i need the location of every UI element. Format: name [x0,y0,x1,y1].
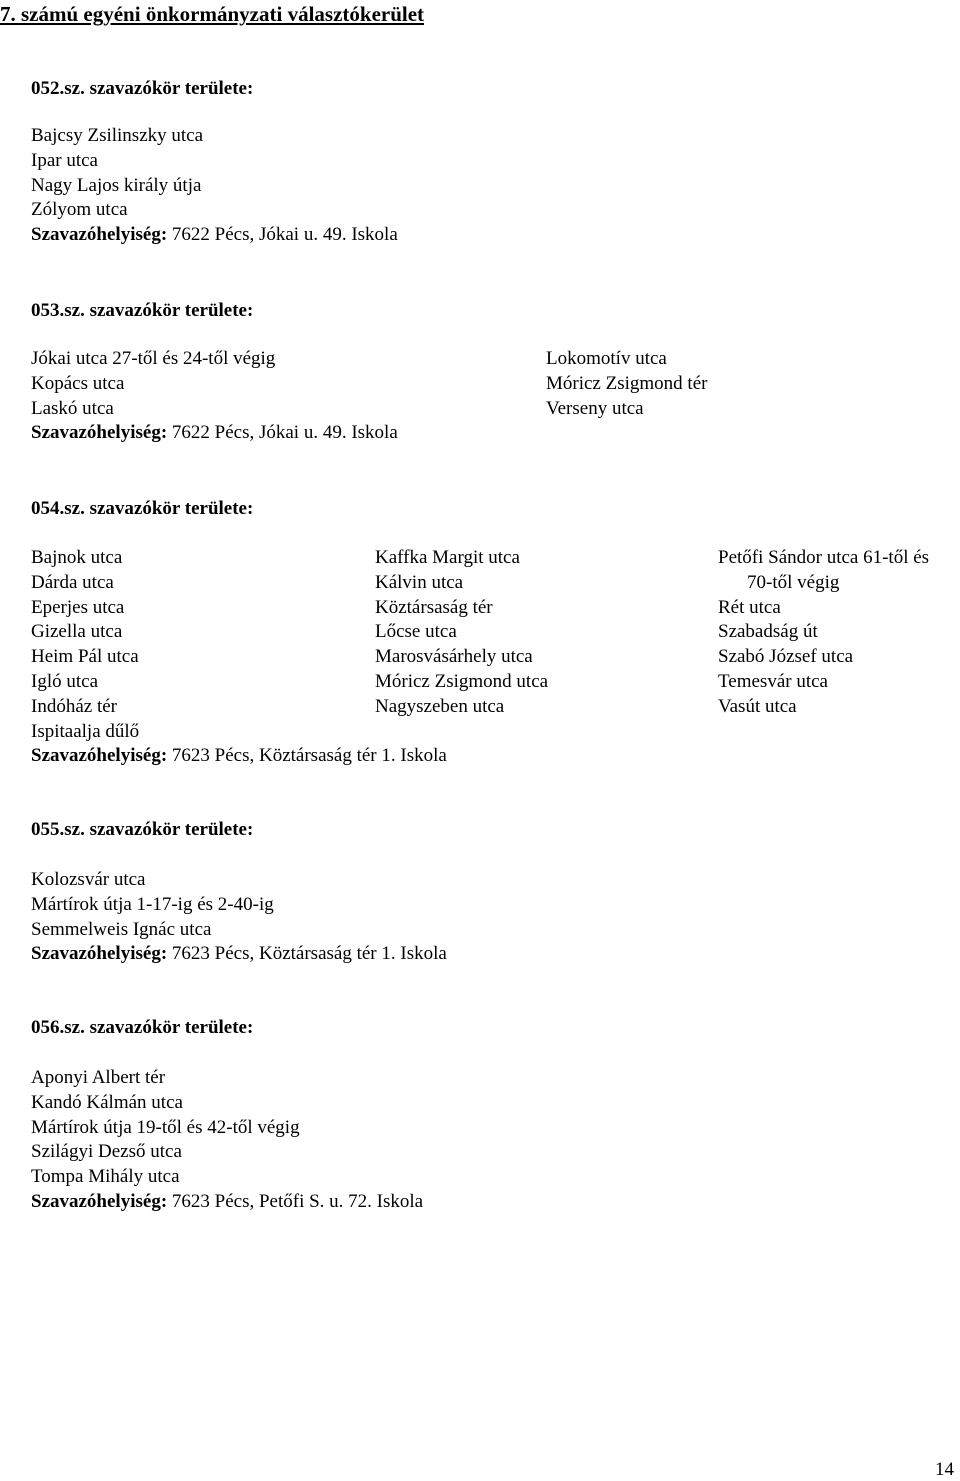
street-item: Kopács utca [31,372,125,394]
street-item: Lőcse utca [375,621,457,643]
street-item: Köztársaság tér [375,596,493,618]
street-item: Kandó Kálmán utca [31,1091,183,1113]
street-item: Gizella utca [31,621,123,643]
polling-location [31,421,398,446]
polling-location-label: Szavazóhelyiség: [31,422,168,444]
street-item: Kálvin utca [375,571,464,593]
street-item: Szabadság út [718,621,818,643]
polling-location [31,942,447,967]
district-052-streets [31,124,398,248]
street-item: Laskó utca [31,397,114,419]
street-item: Kolozsvár utca [31,869,146,890]
street-item: Heim Pál utca [31,646,139,668]
district-055-heading: 055.sz. szavazókör területe: [31,819,254,840]
street-item: Igló utca [31,670,99,692]
polling-location-address: 7622 Pécs, Jókai u. 49. Iskola [171,422,398,444]
street-item: Szilágyi Dezső utca [31,1141,182,1163]
street-item: Verseny utca [546,397,644,419]
page-number: 14 [935,1459,954,1480]
district-055-streets [31,868,447,967]
polling-location [31,1190,423,1215]
district-052-heading: 052.sz. szavazókör területe: [31,78,254,99]
street-item: Móricz Zsigmond utca [375,670,549,692]
street-item: Semmelweis Ignác utca [31,918,212,940]
street-item: Eperjes utca [31,596,125,618]
district-053-streets-col1 [31,347,398,446]
street-item: Mártírok útja 1-17-ig és 2-40-ig [31,893,274,915]
polling-location-label: Szavazóhelyiség: [31,943,168,965]
street-item: Petőfi Sándor utca 61-től és [718,547,930,568]
street-item: Aponyi Albert tér [31,1067,166,1088]
district-056-streets [31,1066,423,1215]
polling-location-address: 7623 Pécs, Köztársaság tér 1. Iskola [171,943,447,965]
street-item: Nagyszeben utca [375,695,505,717]
street-item: Szabó József utca [718,646,854,668]
street-item: Vasút utca [718,695,797,717]
polling-location-label: Szavazóhelyiség: [31,745,168,767]
street-item: Ispitaalja dűlő [31,720,140,742]
street-item-continuation: 70-től végig [747,571,840,593]
district-053-heading: 053.sz. szavazókör területe: [31,300,254,321]
polling-location-address: 7623 Pécs, Petőfi S. u. 72. Iskola [171,1190,424,1212]
street-item: Mártírok útja 19-től és 42-től végig [31,1116,300,1138]
street-item: Nagy Lajos király útja [31,174,202,196]
street-item: Temesvár utca [718,670,828,692]
district-056-heading: 056.sz. szavazókör területe: [31,1017,254,1038]
street-item: Marosvásárhely utca [375,646,533,668]
street-item: Kaffka Margit utca [375,547,520,568]
street-item: Lokomotív utca [546,348,667,369]
district-054-streets-col3 [718,546,929,720]
polling-location-label: Szavazóhelyiség: [31,1190,168,1212]
street-item: Móricz Zsigmond tér [546,372,708,394]
street-item: Bajcsy Zsilinszky utca [31,125,204,146]
polling-location-address: 7622 Pécs, Jókai u. 49. Iskola [171,224,398,246]
polling-location [31,744,447,769]
page-title: 7. számú egyéni önkormányzati választókerület [0,2,425,26]
polling-location-address: 7623 Pécs, Köztársaság tér 1. Iskola [171,745,447,767]
street-item: Rét utca [718,596,781,618]
street-item: Dárda utca [31,571,114,593]
district-053-streets-col2 [546,347,707,421]
street-item: Tompa Mihály utca [31,1166,180,1188]
district-054-heading: 054.sz. szavazókör területe: [31,498,254,519]
polling-location [31,223,398,248]
district-054-streets-col2 [375,546,548,720]
street-item: Indóház tér [31,695,117,717]
street-item: Zólyom utca [31,199,128,221]
street-item: Ipar utca [31,149,98,171]
street-item: Bajnok utca [31,547,123,568]
polling-location-label: Szavazóhelyiség: [31,224,168,246]
street-item: Jókai utca 27-től és 24-től végig [31,348,276,369]
